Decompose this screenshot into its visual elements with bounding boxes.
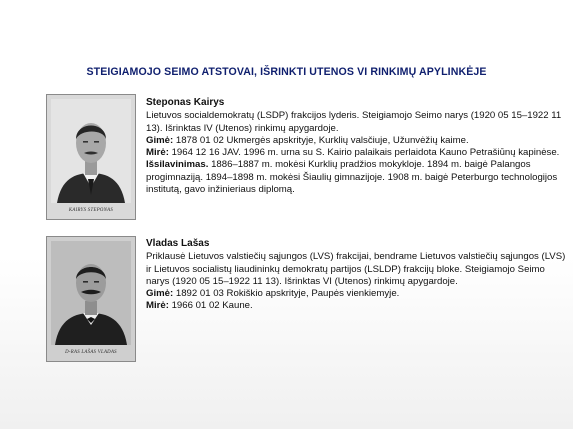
died-kairys (146, 147, 566, 159)
died-text: 1966 01 02 Kaune. (171, 300, 253, 312)
portrait-photo-kairys (47, 95, 135, 219)
born-label: Gimė: (146, 288, 174, 300)
portrait-photo-lasas (47, 237, 135, 361)
education-kairys (146, 159, 566, 196)
education-text: 1886–1887 m. mokėsi Kurklių pradžios mokykloje. 1894 m. baigė Palangos progimnaziją. 1894–1898 m. mokėsi Šiaulių gimnazijoje. 1908 m. baigė Peterburgo technologijos institutą, gavo inžinieriaus diplomą. (146, 159, 558, 196)
born-label: Gimė: (146, 134, 174, 146)
bio-kairys (146, 97, 566, 196)
born-lasas (146, 288, 566, 300)
died-text: 1964 12 16 JAV. 1996 m. urna su S. Kairio palaikais perlaidota Kauno Petrašiūnų kapinėse. (171, 147, 560, 159)
bio-lasas (146, 238, 566, 313)
slide-title: STEIGIAMOJO SEIMO ATSTOVAI, IŠRINKTI UTENOS VI RINKIMŲ APYLINKĖJE (86, 66, 487, 78)
person-name-lasas: Vladas Lašas (146, 238, 210, 249)
education-label: Išsilavinimas. (146, 159, 209, 171)
person-name-kairys: Steponas Kairys (146, 97, 225, 108)
portrait-kairys (46, 94, 136, 220)
portrait-lasas (46, 236, 136, 362)
born-text: 1892 01 03 Rokiškio apskrityje, Paupės vienkiemyje. (175, 288, 400, 300)
died-lasas (146, 300, 566, 312)
born-text: 1878 01 02 Ukmergės apskrityje, Kurklių valsčiuje, Užunvėžių kaime. (175, 134, 469, 146)
photo-caption-kairys: KAIRYS STEPONAS (68, 208, 114, 213)
description-lasas: Priklausė Lietuvos valstiečių sąjungos (LVS) frakcijai, bendrame Lietuvos valstiečių sąjungos (LVS) ir Lietuvos socialistų liaudininkų demokratų partijos (LSLDP) frakcijų bloke. Steigiamojo Seimo narys (1920 05 15–1922 11 13). Išrinktas VI (Utenos) rinkimų apygardoje. (146, 251, 566, 287)
died-label: Mirė: (146, 300, 169, 312)
died-label: Mirė: (146, 147, 169, 159)
born-kairys (146, 135, 566, 147)
description-kairys: Lietuvos socialdemokratų (LSDP) frakcijos lyderis. Steigiamojo Seimo narys (1920 05 15–1922 11 13). Išrinktas IV (Utenos) rinkimų apygardoje. (146, 110, 562, 134)
photo-caption-lasas: D-RAS LAŠAS VLADAS (65, 350, 117, 355)
